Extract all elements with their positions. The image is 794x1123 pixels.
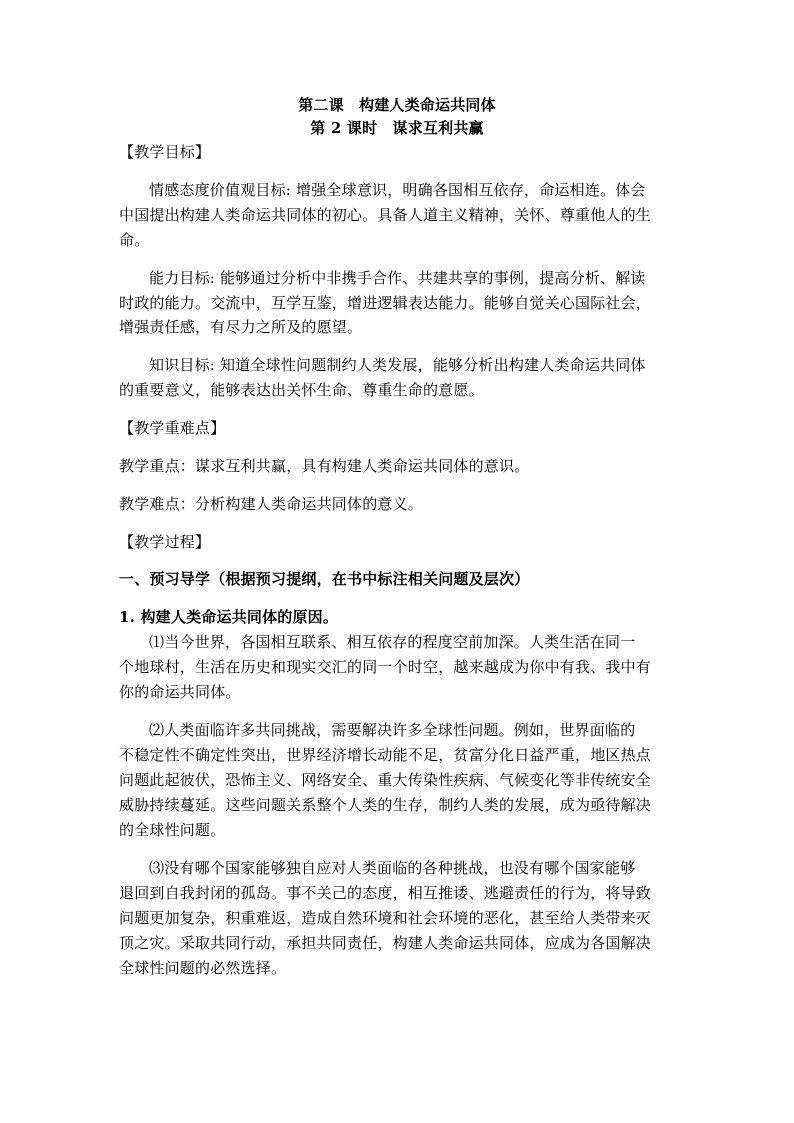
reason-paragraph-2-line-5: 的全球性问题。: [119, 821, 226, 839]
reason-item-title: 1. 构建人类命运共同体的原因。: [119, 608, 339, 626]
emotion-goal-line-2: 中国提出构建人类命运共同体的初心。具备人道主义精神，关怀、尊重他人的生: [119, 206, 652, 224]
teaching-difficulty: 教学难点：分析构建人类命运共同体的意义。: [119, 495, 424, 513]
teaching-focus: 教学重点：谋求互利共赢，具有构建人类命运共同体的意识。: [119, 457, 530, 475]
key-points-heading: 【教学重难点】: [119, 419, 226, 437]
reason-paragraph-2-line-4: 威胁持续蔓延。这些问题关系整个人类的生存，制约人类的发展，成为亟待解决: [119, 796, 652, 814]
emotion-goal-line-3: 命。: [119, 231, 150, 249]
knowledge-goal-line-1: 知识目标: 知道全球性问题制约人类发展，能够分析出构建人类命运共同体: [149, 356, 646, 374]
reason-paragraph-1-line-2: 个地球村，生活在历史和现实交汇的同一个时空，越来越成为你中有我、我中有: [119, 658, 652, 676]
reason-paragraph-3-line-5: 全球性问题的必然选择。: [119, 959, 287, 977]
reason-paragraph-3-line-2: 退回到自我封闭的孤岛。事不关己的态度，相互推诿、逃避责任的行为，将导致: [119, 884, 652, 902]
emotion-goal-line-1: 情感态度价值观目标: 增强全球意识，明确各国相互依存，命运相连。体会: [149, 181, 646, 199]
ability-goal-line-1: 能力目标: 能够通过分析中非携手合作、共建共享的事例，提高分析、解读: [149, 269, 646, 287]
preview-section-heading: 一、预习导学（根据预习提纲，在书中标注相关问题及层次）: [119, 570, 530, 588]
reason-paragraph-1-line-3: 你的命运共同体。: [119, 683, 241, 701]
reason-paragraph-3-line-1: ⑶没有哪个国家能够独自应对人类面临的各种挑战，也没有哪个国家能够: [149, 859, 636, 877]
lesson-subtitle: 第 2 课时 谋求互利共赢: [310, 119, 484, 137]
knowledge-goal-line-2: 的重要意义，能够表达出关怀生命、尊重生命的意愿。: [119, 381, 484, 399]
ability-goal-line-2: 时政的能力。交流中，互学互鉴，增进逻辑表达能力。能够自觉关心国际社会，: [119, 294, 652, 312]
reason-paragraph-3-line-3: 问题更加复杂，积重难返，造成自然环境和社会环境的恶化，甚至给人类带来灭: [119, 909, 652, 927]
teaching-process-heading: 【教学过程】: [119, 533, 211, 551]
reason-paragraph-1-line-1: ⑴当今世界，各国相互联系、相互依存的程度空前加深。人类生活在同一: [149, 633, 636, 651]
reason-paragraph-2-line-1: ⑵人类面临许多共同挑战，需要解决许多全球性问题。例如，世界面临的: [149, 721, 636, 739]
lesson-title: 第二课 构建人类命运共同体: [298, 96, 496, 114]
teaching-goals-heading: 【教学目标】: [119, 143, 211, 161]
reason-paragraph-2-line-2: 不稳定性不确定性突出，世界经济增长动能不足，贫富分化日益严重，地区热点: [119, 746, 652, 764]
reason-paragraph-2-line-3: 问题此起彼伏，恐怖主义、网络安全、重大传染性疾病、气候变化等非传统安全: [119, 771, 652, 789]
ability-goal-line-3: 增强责任感，有尽力之所及的愿望。: [119, 318, 363, 336]
reason-paragraph-3-line-4: 顶之灾。采取共同行动，承担共同责任，构建人类命运共同体，应成为各国解决: [119, 934, 652, 952]
